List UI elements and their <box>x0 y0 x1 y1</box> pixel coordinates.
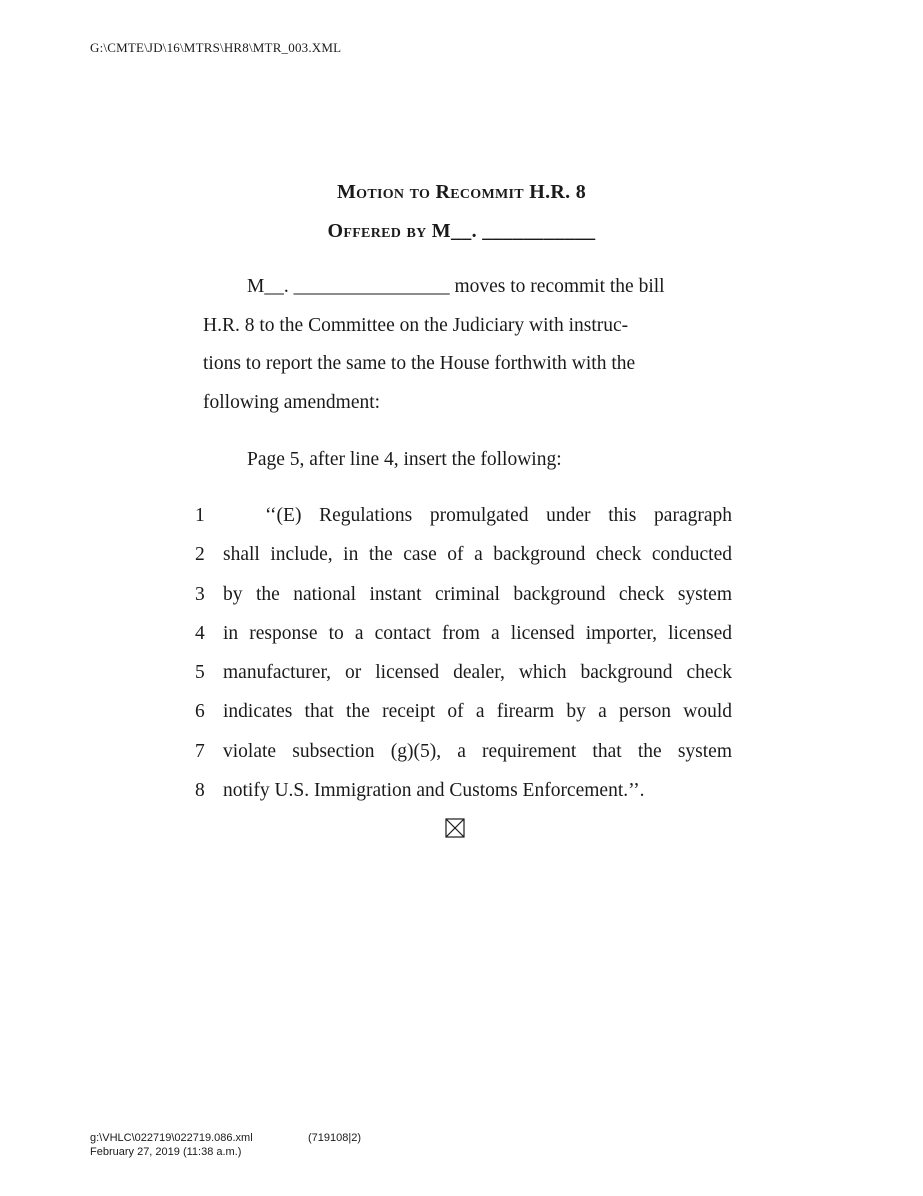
line-number: 5 <box>195 662 205 684</box>
line-text: shall include, in the case of a background check conducted <box>223 544 732 566</box>
title-line-1: Motion to Recommit H.R. 8 <box>336 181 587 203</box>
line-number: 6 <box>195 701 205 723</box>
line-text: manufacturer, or licensed dealer, which background check <box>223 662 732 684</box>
amendment-line <box>195 535 735 574</box>
motion-paragraph <box>203 268 713 422</box>
line-text: ‘‘(E) Regulations promulgated under this paragraph <box>265 505 732 526</box>
amendment-line <box>195 575 735 614</box>
footer-date: February 27, 2019 (11:38 a.m.) <box>90 1146 242 1158</box>
line-number: 3 <box>195 583 205 605</box>
line-number: 1 <box>195 505 205 526</box>
offered-by-blank: ___________ <box>482 220 596 242</box>
motion-line-3: tions to report the same to the House forthwith with the <box>203 353 636 374</box>
amendment-instruction: Page 5, after line 4, insert the following: <box>247 449 562 470</box>
line-number: 8 <box>195 780 205 802</box>
amendment-line <box>195 496 735 535</box>
amendment-line <box>195 692 735 731</box>
motion-line-2: H.R. 8 to the Committee on the Judiciary with instruc- <box>203 314 629 336</box>
amendment-line <box>195 771 735 810</box>
footer <box>90 1131 362 1159</box>
line-number: 2 <box>195 544 205 566</box>
line-text: in response to a contact from a licensed importer, licensed <box>223 622 732 644</box>
offered-by-label: Offered by M__. <box>327 220 483 242</box>
footer-code: (719108|2) <box>308 1132 362 1144</box>
line-text: violate subsection (g)(5), a requirement that the system <box>223 740 732 762</box>
file-path-header: G:\CMTE\JD\16\MTRS\HR8\MTR_003.XML <box>90 40 342 55</box>
line-text: indicates that the receipt of a firearm by a person would <box>223 701 732 723</box>
motion-line-4: following amendment: <box>203 391 381 413</box>
amendment-line <box>195 653 735 692</box>
amendment-line <box>195 732 735 771</box>
offered-by-line <box>0 220 923 243</box>
amendment-text <box>195 496 735 810</box>
footer-file: g:\VHLC\022719\022719.086.xml <box>90 1132 253 1144</box>
amendment-line <box>195 614 735 653</box>
line-number: 7 <box>195 740 205 762</box>
line-text: by the national instant criminal background check system <box>223 583 732 605</box>
line-text: notify U.S. Immigration and Customs Enforcement.’’. <box>223 780 645 802</box>
motion-line-1: M__. ________________ moves to recommit the bill <box>247 276 665 297</box>
document-title <box>0 181 923 204</box>
end-of-document-icon <box>445 818 465 838</box>
line-number: 4 <box>195 622 205 644</box>
